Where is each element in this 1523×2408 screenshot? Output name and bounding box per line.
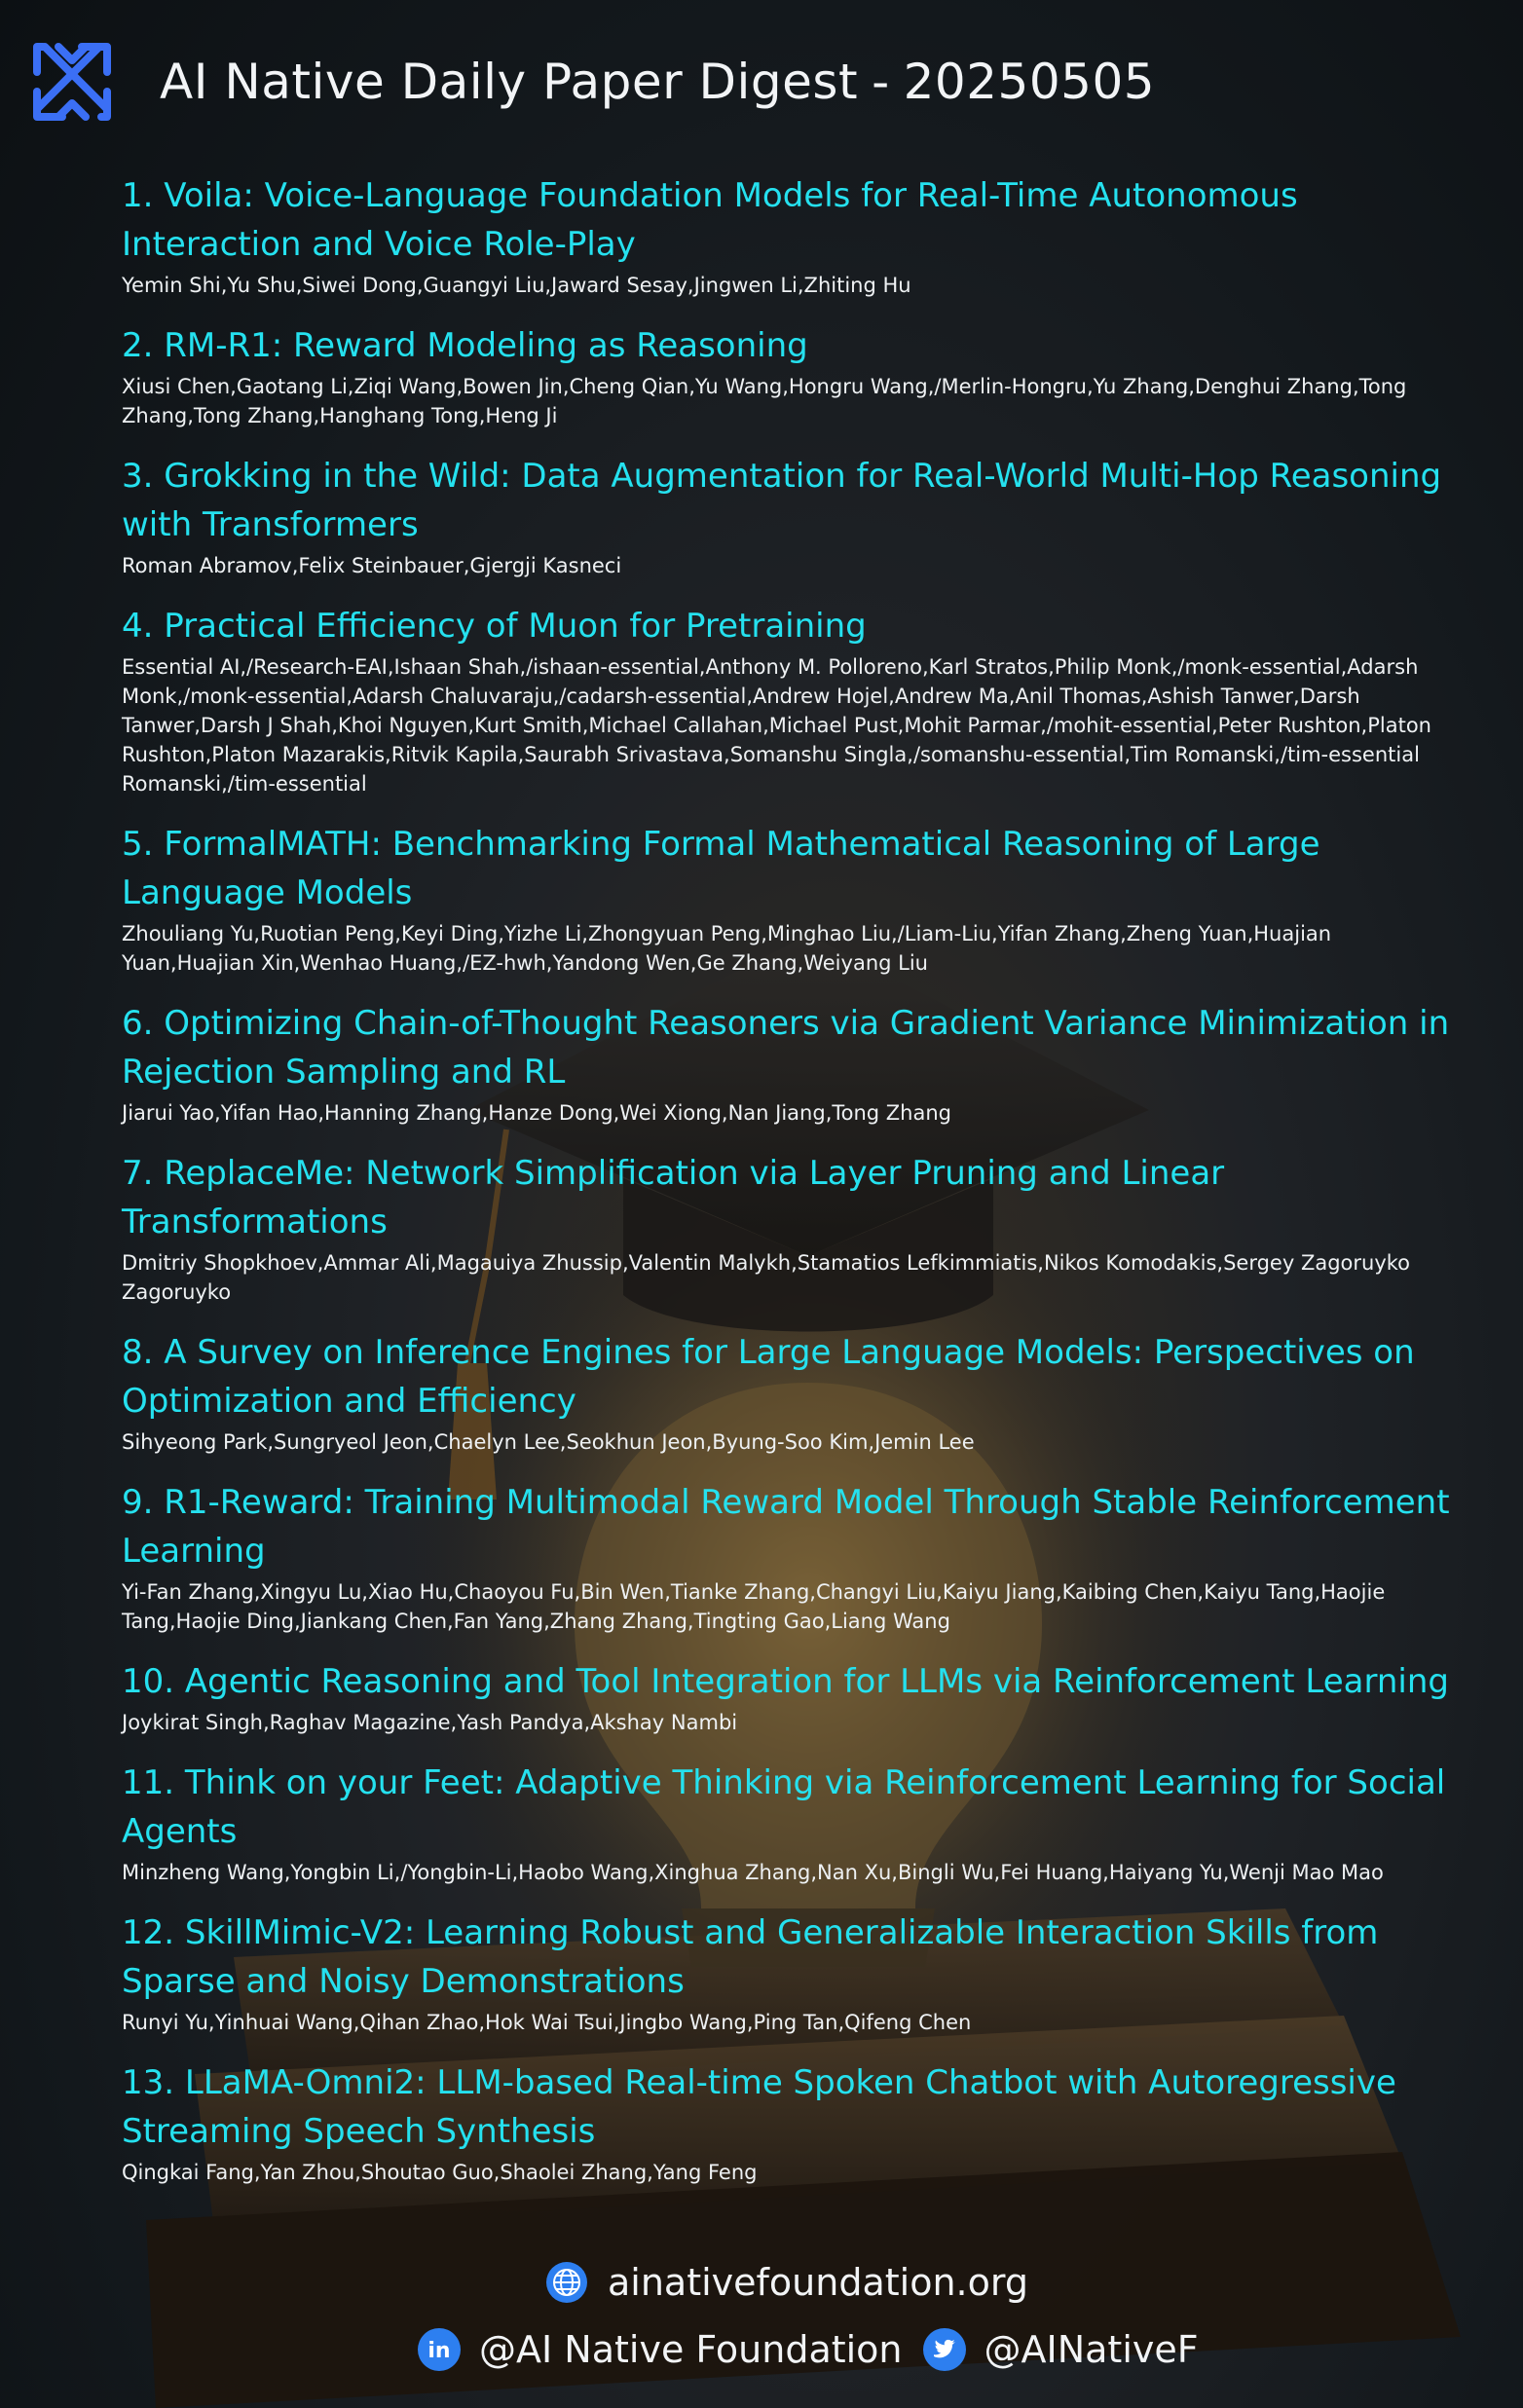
paper-item [122, 452, 1466, 580]
paper-authors: Essential AI,/Research-EAI,Ishaan Shah,/ishaan-essential,Anthony M. Polloreno,Karl Stratos,Philip Monk,/monk-essential,Adarsh Monk,/monk-essential,Adarsh Chaluvaraju,/cadarsh-essential,Andrew Hojel,Andrew Ma,Anil Thomas,Ashish Tanwer,Darsh Tanwer,Darsh J Shah,Khoi Nguyen,Kurt Smith,Michael Callahan,Michael Pust,Mohit Parmar,/mohit-essential,Peter Rushton,Platon Rushton,Platon Mazarakis,Ritvik Kapila,Saurabh Srivastava,Somanshu Singla,/somanshu-essential,Tim Romanski,/tim-essential Romanski,/tim-essential [122, 655, 1431, 796]
paper-title-link[interactable]: 13. LLaMA-Omni2: LLM-based Real-time Spoken Chatbot with Autoregressive Streaming Speech Synthesis [122, 2063, 1396, 2151]
digest-title: AI Native Daily Paper Digest [160, 54, 859, 110]
paper-authors: Jiarui Yao,Yifan Hao,Hanning Zhang,Hanze Dong,Wei Xiong,Nan Jiang,Tong Zhang [122, 1101, 951, 1125]
paper-list [122, 171, 1466, 2208]
paper-title-link[interactable]: 12. SkillMimic-V2: Learning Robust and Generalizable Interaction Skills from Sparse and Noisy Demonstrations [122, 1913, 1379, 2001]
footer-social [417, 2327, 1218, 2372]
paper-title-link[interactable]: 1. Voila: Voice-Language Foundation Models for Real-Time Autonomous Interaction and Voice Role-Play [122, 176, 1298, 264]
linkedin-handle[interactable]: @AI Native Foundation [479, 2328, 903, 2371]
paper-item [122, 1759, 1466, 1887]
footer-website[interactable] [545, 2261, 1028, 2304]
paper-authors: Roman Abramov,Felix Steinbauer,Gjergji Kasneci [122, 554, 622, 577]
page-title [160, 54, 1155, 110]
paper-item [122, 1478, 1466, 1636]
paper-item [122, 171, 1466, 300]
paper-authors: Runyi Yu,Yinhuai Wang,Qihan Zhao,Hok Wai Tsui,Jingbo Wang,Ping Tan,Qifeng Chen [122, 2011, 972, 2034]
paper-title-link[interactable]: 11. Think on your Feet: Adaptive Thinking via Reinforcement Learning for Social Agents [122, 1763, 1446, 1851]
paper-item [122, 820, 1466, 978]
paper-title-link[interactable]: 3. Grokking in the Wild: Data Augmentation for Real-World Multi-Hop Reasoning with Transformers [122, 457, 1442, 544]
paper-item [122, 2058, 1466, 2187]
paper-authors: Qingkai Fang,Yan Zhou,Shoutao Guo,Shaolei Zhang,Yang Feng [122, 2161, 758, 2184]
paper-authors: Xiusi Chen,Gaotang Li,Ziqi Wang,Bowen Jin,Cheng Qian,Yu Wang,Hongru Wang,/Merlin-Hongru,Yu Zhang,Denghui Zhang,Tong Zhang,Tong Zhang,Hanghang Tong,Heng Ji [122, 375, 1407, 427]
digest-date: 20250505 [903, 54, 1156, 110]
paper-authors: Joykirat Singh,Raghav Magazine,Yash Pandya,Akshay Nambi [122, 1711, 738, 1734]
globe-icon [545, 2261, 588, 2304]
paper-authors: Zhouliang Yu,Ruotian Peng,Keyi Ding,Yizhe Li,Zhongyuan Peng,Minghao Liu,/Liam-Liu,Yifan Zhang,Zheng Yuan,Huajian Yuan,Huajian Xin,Wenhao Huang,/EZ-hwh,Yandong Wen,Ge Zhang,Weiyang Liu [122, 922, 1332, 975]
paper-item [122, 999, 1466, 1128]
paper-title-link[interactable]: 6. Optimizing Chain-of-Thought Reasoners via Gradient Variance Minimization in Rejection Sampling and RL [122, 1004, 1450, 1092]
linkedin-icon[interactable] [417, 2327, 462, 2372]
paper-title-link[interactable]: 10. Agentic Reasoning and Tool Integration for LLMs via Reinforcement Learning [122, 1662, 1450, 1701]
paper-title-link[interactable]: 4. Practical Efficiency of Muon for Pretraining [122, 607, 867, 646]
paper-item [122, 602, 1466, 798]
title-separator: - [872, 54, 890, 110]
svg-text:in: in [427, 2339, 451, 2363]
header [23, 33, 1155, 130]
twitter-icon[interactable] [922, 2327, 967, 2372]
paper-title-link[interactable]: 9. R1-Reward: Training Multimodal Reward Model Through Stable Reinforcement Learning [122, 1483, 1450, 1571]
paper-title-link[interactable]: 7. ReplaceMe: Network Simplification via Layer Pruning and Linear Transformations [122, 1154, 1225, 1241]
paper-authors: Yi-Fan Zhang,Xingyu Lu,Xiao Hu,Chaoyou Fu,Bin Wen,Tianke Zhang,Changyi Liu,Kaiyu Jiang,Kaibing Chen,Kaiyu Tang,Haojie Tang,Haojie Ding,Jiankang Chen,Fan Yang,Zhang Zhang,Tingting Gao,Liang Wang [122, 1580, 1386, 1633]
paper-item [122, 1149, 1466, 1307]
paper-authors: Minzheng Wang,Yongbin Li,/Yongbin-Li,Haobo Wang,Xinghua Zhang,Nan Xu,Bingli Wu,Fei Huang,Haiyang Yu,Wenji Mao Mao [122, 1861, 1384, 1884]
paper-title-link[interactable]: 8. A Survey on Inference Engines for Large Language Models: Perspectives on Optimization and Efficiency [122, 1333, 1415, 1421]
paper-item [122, 1657, 1466, 1737]
paper-item [122, 1328, 1466, 1457]
paper-authors: Yemin Shi,Yu Shu,Siwei Dong,Guangyi Liu,Jaward Sesay,Jingwen Li,Zhiting Hu [122, 274, 911, 297]
paper-title-link[interactable]: 2. RM-R1: Reward Modeling as Reasoning [122, 326, 808, 365]
paper-item [122, 1908, 1466, 2037]
ai-native-logo-icon [23, 33, 121, 130]
twitter-handle[interactable]: @AINativeF [984, 2328, 1199, 2371]
website-link[interactable]: ainativefoundation.org [608, 2261, 1028, 2304]
paper-item [122, 321, 1466, 430]
paper-authors: Dmitriy Shopkhoev,Ammar Ali,Magauiya Zhussip,Valentin Malykh,Stamatios Lefkimmiatis,Nikos Komodakis,Sergey Zagoruyko Zagoruyko [122, 1251, 1411, 1304]
paper-authors: Sihyeong Park,Sungryeol Jeon,Chaelyn Lee,Seokhun Jeon,Byung-Soo Kim,Jemin Lee [122, 1430, 975, 1454]
paper-title-link[interactable]: 5. FormalMATH: Benchmarking Formal Mathematical Reasoning of Large Language Models [122, 825, 1320, 912]
